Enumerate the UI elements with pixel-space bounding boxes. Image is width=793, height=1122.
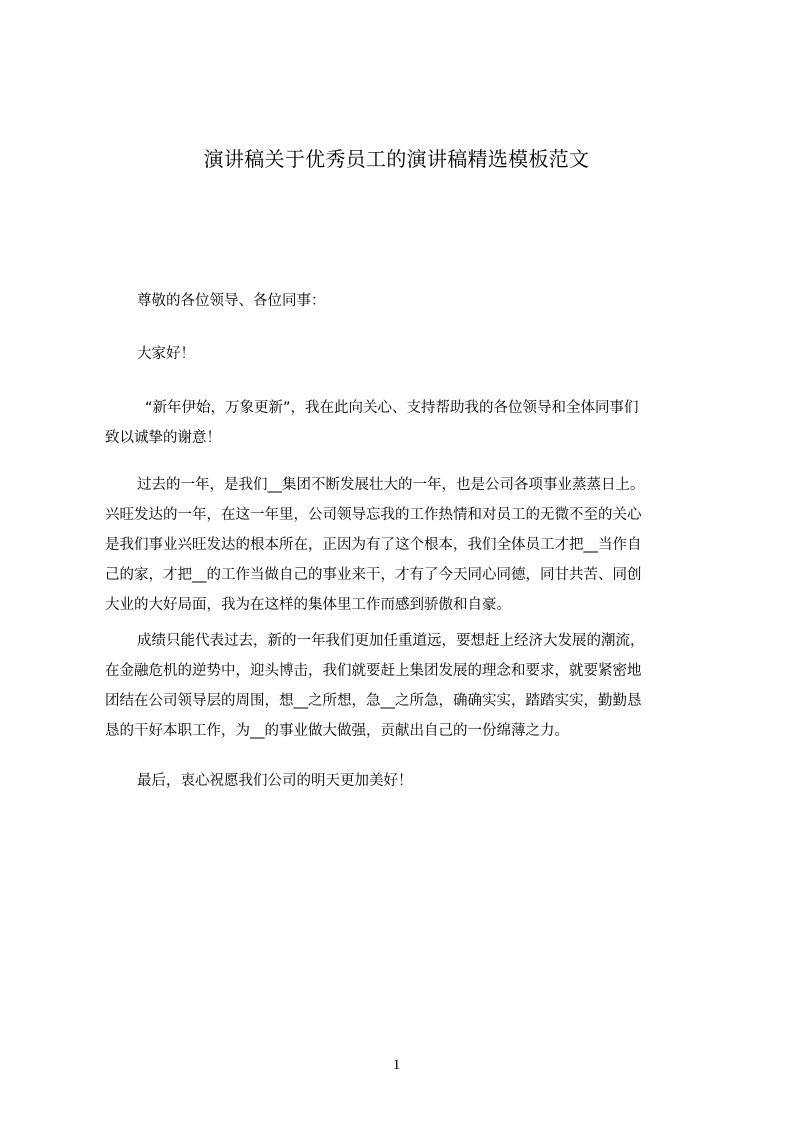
- greeting-text: 大家好！: [137, 346, 195, 362]
- page-title: 演讲稿关于优秀员工的演讲稿精选模板范文: [203, 147, 590, 171]
- paragraph-line: 己的家，才把__的工作当做自己的事业来干，才有了今天同心同德，同甘共苦、同创: [105, 567, 642, 583]
- paragraph-line: 恳的干好本职工作，为__的事业做大做强，贡献出自己的一份绵薄之力。: [105, 723, 569, 739]
- salutation-text: 尊敬的各位领导、各位同事：: [137, 293, 326, 309]
- paragraph-line: 在金融危机的逆势中，迎头博击，我们就要赶上集团发展的理念和要求，就要紧密地: [105, 663, 642, 679]
- paragraph-line: 团结在公司领导层的周围，想__之所想，急__之所急，确确实实，踏踏实实，勤勤恳: [105, 693, 642, 709]
- paragraph-past-year: [105, 470, 697, 620]
- page-number: 1: [392, 1057, 401, 1073]
- closing: [105, 766, 697, 796]
- salutation: [105, 286, 697, 316]
- paragraph-line: 兴旺发达的一年，在这一年里，公司领导忘我的工作热情和对员工的无微不至的关心: [105, 507, 642, 523]
- paragraph-line: “新年伊始，万象更新”，我在此向关心、支持帮助我的各位领导和全体同事们: [145, 400, 639, 416]
- paragraph-line: 过去的一年，是我们__集团不断发展壮大的一年，也是公司各项事业蒸蒸日上。: [137, 477, 645, 493]
- greeting: [105, 339, 697, 369]
- paragraph-line: 致以诚挚的谢意！: [105, 430, 221, 446]
- paragraph-thanks: [105, 393, 697, 453]
- paragraph-line: 成绩只能代表过去，新的一年我们更加任重道远，要想赶上经济大发展的潮流，: [137, 633, 645, 649]
- paragraph-line: 是我们事业兴旺发达的根本所在，正因为有了这个根本，我们全体员工才把__当作自: [105, 537, 642, 553]
- closing-text: 最后，衷心祝愿我们公司的明天更加美好！: [137, 773, 413, 789]
- paragraph-line: 大业的大好局面，我为在这样的集体里工作而感到骄傲和自豪。: [105, 597, 511, 613]
- paragraph-new-year: [105, 626, 697, 746]
